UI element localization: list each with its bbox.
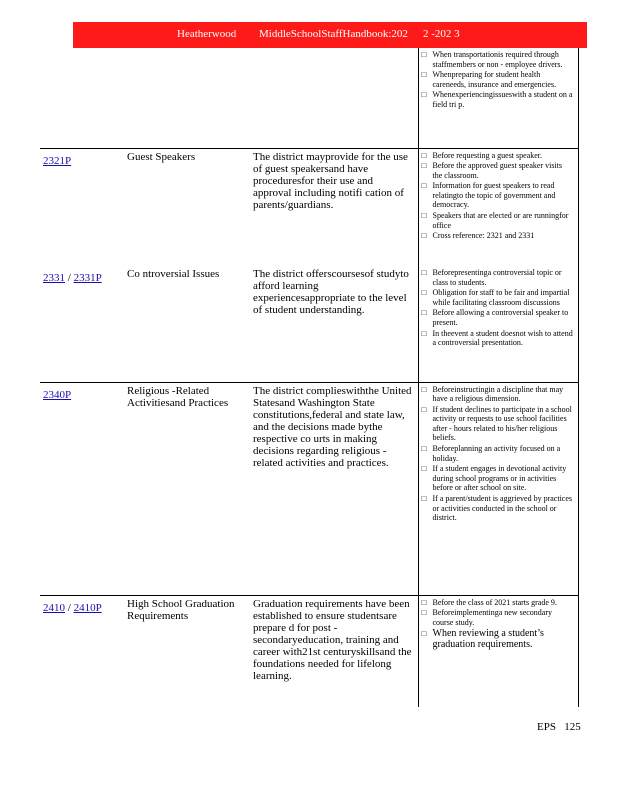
footer-label: EPS — [537, 721, 556, 733]
page-footer — [537, 721, 581, 733]
table-row — [40, 266, 578, 382]
bullet-item: □ Whenpreparing for student health careneeds, insurance and emergencies. — [422, 70, 574, 89]
bullet-item: □ If a parent/student is aggrieved by practices or activities conducted in the school or district. — [422, 494, 574, 523]
header-year: 2 -202 3 — [423, 28, 460, 40]
bullet-list — [422, 151, 574, 241]
bullet-item: □ In theevent a student doesnot wish to attend a controversial presentation. — [422, 329, 574, 348]
bullet-item: □ Information for guest speakers to read relatingto the topic of government and democracy. — [422, 181, 574, 210]
bullet-item: □ Before allowing a controversial speaker to present. — [422, 308, 574, 327]
header-school: Heatherwood — [177, 28, 237, 40]
bullet-item: □ When reviewing a student’s graduation requirements. — [422, 628, 574, 650]
bullet-item: □ Beforeinstructingin a discipline that may have a religious dimension. — [422, 385, 574, 404]
policy-description: The district complieswiththe United Statesand Washington State constitutions,federal and state law, and the decisions made bythe respective co urts in making decisions regarding religious -related activities and practices. — [250, 382, 418, 595]
policy-link[interactable]: 2321P — [43, 154, 72, 167]
policy-link-procedure[interactable]: 2331P — [73, 272, 102, 284]
bullet-item: □ If student declines to participate in a school activity or requests to use school facilities after - hours related to his/her religious beliefs. — [422, 405, 574, 443]
bullet-item: □ Beforepresentinga controversial topic or class to students. — [422, 268, 574, 287]
bullet-item: □ Before the approved guest speaker visits the classroom. — [422, 161, 574, 180]
policy-link[interactable]: 2340P — [43, 388, 72, 401]
bullet-cell — [418, 148, 578, 266]
header-handbook: MiddleSchoolStaffHandbook:202 — [259, 28, 408, 40]
header-banner — [73, 22, 587, 48]
policy-link[interactable]: 2410 — [43, 601, 65, 614]
bullet-item: □ Obligation for staff to be fair and impartial while facilitating classroom discussions — [422, 288, 574, 307]
policy-table — [40, 48, 579, 707]
policy-description: Graduation requirements have been established to ensure studentsare prepare d for post -secondaryeducation, training and career with21st centuryskillsand the foundations needed for lifelong learning. — [250, 595, 418, 707]
bullet-item: □ If a student engages in devotional activity during school programs or in activities before or after school on site. — [422, 464, 574, 493]
policy-topic: High School Graduation Requirements — [124, 595, 250, 707]
bullet-list — [422, 50, 574, 110]
bullet-list — [422, 268, 574, 348]
bullet-item: □ Cross reference: 2321 and 2331 — [422, 231, 574, 241]
policy-code-cell — [40, 148, 124, 266]
bullet-list — [422, 385, 574, 523]
policy-code-cell: 2410 / 2410P — [40, 595, 124, 707]
policy-topic: Guest Speakers — [124, 148, 250, 266]
table-row — [40, 148, 578, 266]
table-row — [40, 382, 578, 595]
bullet-item: □ Beforeplanning an activity focused on a holiday. — [422, 444, 574, 463]
policy-description: The district offerscoursesof studyto afford learning experiencesappropriate to the level of student understanding. — [253, 268, 409, 316]
bullet-item: □ Before requesting a guest speaker. — [422, 151, 574, 161]
policy-topic: Religious -Related Activitiesand Practices — [124, 382, 250, 595]
policy-link-procedure[interactable]: 2410P — [73, 601, 102, 614]
policy-description: The district mayprovide for the use of guest speakersand have proceduresfor their use and approval including notifi cation of parents/guardians. — [250, 148, 418, 266]
page-number: 125 — [564, 721, 581, 733]
policy-code-cell — [40, 382, 124, 595]
bullet-item: □ When transportationis required through staffmembers or non - employee drivers. — [422, 50, 574, 69]
bullet-item: □ Beforeimplementinga new secondary course study. — [422, 608, 574, 627]
policy-topic: Co ntroversial Issues — [127, 268, 220, 280]
policy-link[interactable]: 2331 — [43, 272, 65, 284]
bullet-item: □ Whenexperiencingissueswith a student on a field tri p. — [422, 90, 574, 109]
bullet-cell — [418, 266, 578, 382]
bullet-item: □ Speakers that are elected or are runningfor office — [422, 211, 574, 230]
table-row — [40, 48, 578, 148]
table-row — [40, 595, 578, 707]
bullet-item: □ Before the class of 2021 starts grade 9. — [422, 598, 574, 608]
bullet-cell — [418, 595, 578, 707]
policy-code-cell: 2331 / 2331P — [43, 272, 102, 284]
bullet-list — [422, 598, 574, 651]
bullet-cell — [418, 48, 578, 148]
bullet-cell — [418, 382, 578, 595]
